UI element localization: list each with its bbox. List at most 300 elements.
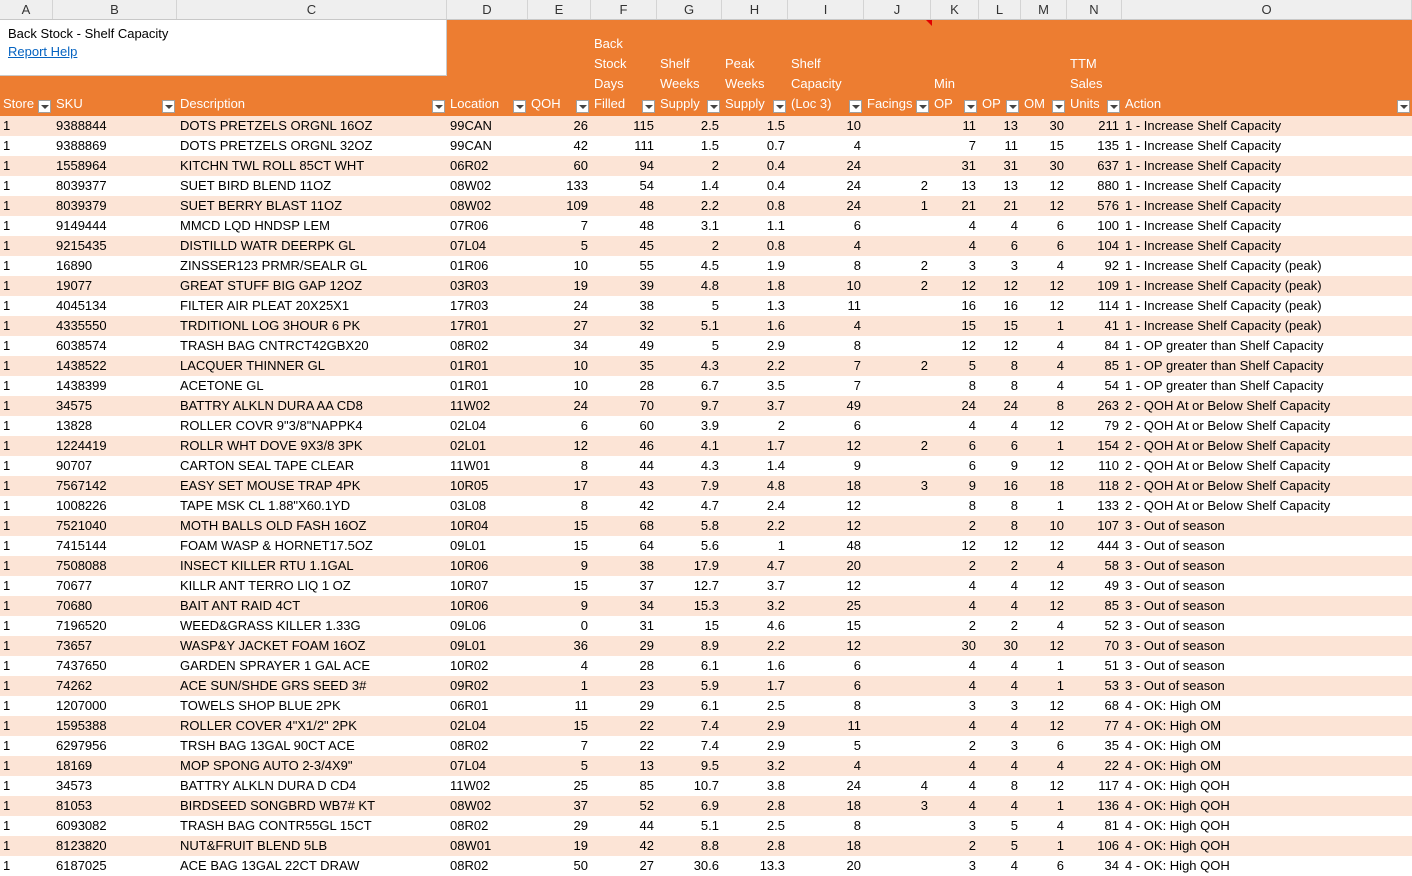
cell-description[interactable]: FILTER AIR PLEAT 20X25X1 [180,298,350,313]
cell-action[interactable]: 1 - Increase Shelf Capacity [1125,138,1282,153]
cell-qoh[interactable]: 8 [580,498,588,513]
cell-ttm-sales[interactable]: 637 [1097,158,1119,173]
cell-shelf-weeks-supply[interactable]: 7.9 [700,478,719,493]
cell-shelf-capacity[interactable]: 6 [853,418,861,433]
cell-location[interactable]: 99CAN [450,138,492,153]
cell-sku[interactable]: 7508088 [56,558,107,573]
cell-shelf-capacity[interactable]: 49 [846,398,861,413]
cell-shelf-weeks-supply[interactable]: 2 [711,238,719,253]
cell-qoh[interactable]: 15 [573,578,588,593]
cell-ttm-sales[interactable]: 106 [1097,838,1119,853]
cell-min-op[interactable]: 7 [968,138,976,153]
cell-location[interactable]: 17R01 [450,318,489,333]
cell-action[interactable]: 2 - QOH At or Below Shelf Capacity [1125,498,1331,513]
cell-shelf-capacity[interactable]: 10 [846,118,861,133]
column-letter-g[interactable]: G [657,0,722,19]
cell-qoh[interactable]: 15 [573,718,588,733]
cell-sku[interactable]: 9149444 [56,218,107,233]
cell-om[interactable]: 6 [1056,218,1064,233]
cell-ttm-sales[interactable]: 135 [1097,138,1119,153]
cell-ttm-sales[interactable]: 49 [1104,578,1119,593]
cell-qoh[interactable]: 37 [573,798,588,813]
cell-back-stock-days[interactable]: 44 [639,818,654,833]
cell-location[interactable]: 09L01 [450,638,487,653]
cell-store[interactable]: 1 [3,318,11,333]
cell-ttm-sales[interactable]: 100 [1097,218,1119,233]
cell-min-op[interactable]: 24 [961,398,976,413]
cell-ttm-sales[interactable]: 34 [1104,858,1119,873]
cell-back-stock-days[interactable]: 45 [639,238,654,253]
cell-location[interactable]: 17R03 [450,298,489,313]
cell-location[interactable]: 02L04 [450,418,487,433]
cell-description[interactable]: KITCHN TWL ROLL 85CT WHT [180,158,365,173]
cell-action[interactable]: 4 - OK: High QOH [1125,778,1230,793]
cell-shelf-weeks-supply[interactable]: 9.5 [700,758,719,773]
cell-min-op[interactable]: 2 [968,738,976,753]
cell-om[interactable]: 12 [1049,538,1064,553]
cell-shelf-weeks-supply[interactable]: 17.9 [693,558,719,573]
cell-description[interactable]: WEED&GRASS KILLER 1.33G [180,618,361,633]
cell-ttm-sales[interactable]: 880 [1097,178,1119,193]
cell-shelf-weeks-supply[interactable]: 6.7 [700,378,719,393]
cell-peak-weeks-supply[interactable]: 1.7 [766,678,785,693]
cell-ttm-sales[interactable]: 107 [1097,518,1119,533]
cell-description[interactable]: WASP&Y JACKET FOAM 16OZ [180,638,366,653]
cell-location[interactable]: 08R02 [450,858,489,873]
cell-store[interactable]: 1 [3,398,11,413]
cell-peak-weeks-supply[interactable]: 4.8 [766,478,785,493]
cell-action[interactable]: 1 - OP greater than Shelf Capacity [1125,338,1324,353]
cell-ttm-sales[interactable]: 54 [1104,378,1119,393]
cell-description[interactable]: TRSH BAG 13GAL 90CT ACE [180,738,355,753]
cell-om[interactable]: 15 [1049,138,1064,153]
cell-back-stock-days[interactable]: 42 [639,498,654,513]
cell-peak-weeks-supply[interactable]: 0.4 [766,178,785,193]
cell-min-op[interactable]: 12 [961,278,976,293]
cell-peak-weeks-supply[interactable]: 2.2 [766,518,785,533]
cell-store[interactable]: 1 [3,518,11,533]
cell-om[interactable]: 10 [1049,518,1064,533]
cell-shelf-weeks-supply[interactable]: 4.3 [700,458,719,473]
filter-dropdown-icon[interactable] [432,100,445,113]
cell-min-op[interactable]: 3 [968,818,976,833]
cell-back-stock-days[interactable]: 111 [634,138,654,153]
filter-dropdown-icon[interactable] [642,100,655,113]
cell-sku[interactable]: 1008226 [56,498,107,513]
cell-peak-weeks-supply[interactable]: 2.8 [766,798,785,813]
cell-shelf-capacity[interactable]: 15 [846,618,861,633]
cell-location[interactable]: 09L01 [450,538,487,553]
cell-shelf-weeks-supply[interactable]: 4.7 [700,498,719,513]
cell-facings[interactable] [864,836,931,856]
cell-min-op[interactable]: 5 [968,358,976,373]
cell-action[interactable]: 3 - Out of season [1125,618,1225,633]
cell-shelf-weeks-supply[interactable]: 5.1 [700,318,719,333]
cell-op[interactable]: 3 [1010,258,1018,273]
cell-location[interactable]: 09L06 [450,618,487,633]
cell-qoh[interactable]: 26 [573,118,588,133]
cell-min-op[interactable]: 4 [968,598,976,613]
cell-action[interactable]: 1 - Increase Shelf Capacity (peak) [1125,258,1322,273]
cell-action[interactable]: 4 - OK: High QOH [1125,818,1230,833]
cell-op[interactable]: 21 [1003,198,1018,213]
cell-qoh[interactable]: 109 [566,198,588,213]
cell-action[interactable]: 3 - Out of season [1125,638,1225,653]
filter-dropdown-icon[interactable] [916,100,929,113]
cell-min-op[interactable]: 2 [968,838,976,853]
cell-om[interactable]: 12 [1049,458,1064,473]
cell-shelf-weeks-supply[interactable]: 4.5 [700,258,719,273]
cell-action[interactable]: 4 - OK: High QOH [1125,858,1230,873]
cell-qoh[interactable]: 5 [580,238,588,253]
cell-facings[interactable] [864,616,931,636]
cell-peak-weeks-supply[interactable]: 1.7 [766,438,785,453]
cell-om[interactable]: 6 [1056,738,1064,753]
cell-store[interactable]: 1 [3,498,11,513]
cell-shelf-weeks-supply[interactable]: 2.2 [700,198,719,213]
cell-description[interactable]: BATTRY ALKLN DURA D CD4 [180,778,357,793]
cell-shelf-capacity[interactable]: 20 [846,558,861,573]
cell-ttm-sales[interactable]: 444 [1097,538,1119,553]
cell-description[interactable]: TRASH BAG CNTRCT42GBX20 [180,338,369,353]
cell-store[interactable]: 1 [3,698,11,713]
cell-om[interactable]: 12 [1049,598,1064,613]
cell-facings[interactable] [864,816,931,836]
cell-back-stock-days[interactable]: 115 [633,118,654,133]
cell-facings[interactable] [864,296,931,316]
cell-shelf-weeks-supply[interactable]: 15 [704,618,719,633]
cell-op[interactable]: 6 [1010,238,1018,253]
cell-back-stock-days[interactable]: 46 [639,438,654,453]
cell-op[interactable]: 4 [1010,658,1018,673]
cell-om[interactable]: 4 [1056,618,1064,633]
cell-sku[interactable]: 1438399 [56,378,107,393]
cell-description[interactable]: ACE BAG 13GAL 22CT DRAW [180,858,360,873]
cell-store[interactable]: 1 [3,478,11,493]
cell-store[interactable]: 1 [3,598,11,613]
cell-description[interactable]: NUT&FRUIT BLEND 5LB [180,838,328,853]
cell-facings[interactable] [864,596,931,616]
cell-peak-weeks-supply[interactable]: 2.9 [766,738,785,753]
cell-min-op[interactable]: 4 [968,658,976,673]
cell-qoh[interactable]: 4 [580,658,588,673]
cell-facings[interactable] [864,536,931,556]
cell-back-stock-days[interactable]: 38 [639,298,654,313]
cell-back-stock-days[interactable]: 52 [639,798,654,813]
filter-dropdown-icon[interactable] [849,100,862,113]
filter-dropdown-icon[interactable] [38,100,51,113]
cell-store[interactable]: 1 [3,138,11,153]
cell-description[interactable]: CARTON SEAL TAPE CLEAR [180,458,355,473]
cell-location[interactable]: 01R01 [450,378,489,393]
cell-min-op[interactable]: 2 [968,618,976,633]
cell-description[interactable]: SUET BERRY BLAST 11OZ [180,198,343,213]
cell-action[interactable]: 4 - OK: High OM [1125,698,1222,713]
cell-qoh[interactable]: 7 [580,218,588,233]
cell-ttm-sales[interactable]: 53 [1104,678,1119,693]
cell-qoh[interactable]: 9 [580,598,588,613]
cell-location[interactable]: 08R02 [450,818,489,833]
cell-description[interactable]: TOWELS SHOP BLUE 2PK [180,698,341,713]
column-letter-c[interactable]: C [177,0,447,19]
cell-shelf-capacity[interactable]: 25 [846,598,861,613]
cell-op[interactable]: 5 [1010,818,1018,833]
cell-min-op[interactable]: 4 [968,678,976,693]
cell-location[interactable]: 10R05 [450,478,489,493]
cell-facings[interactable]: 4 [920,778,928,793]
cell-shelf-weeks-supply[interactable]: 7.4 [700,738,719,753]
cell-sku[interactable]: 6297956 [56,738,107,753]
cell-action[interactable]: 3 - Out of season [1125,558,1225,573]
cell-shelf-weeks-supply[interactable]: 1.4 [700,178,719,193]
cell-store[interactable]: 1 [3,358,11,373]
cell-qoh[interactable]: 36 [573,638,588,653]
cell-min-op[interactable]: 15 [961,318,976,333]
cell-ttm-sales[interactable]: 92 [1104,258,1119,273]
column-letter-k[interactable]: K [931,0,979,19]
cell-om[interactable]: 1 [1056,318,1064,333]
cell-peak-weeks-supply[interactable]: 4.7 [766,558,785,573]
cell-description[interactable]: MOP SPONG AUTO 2-3/4X9" [180,758,353,773]
cell-description[interactable]: BATTRY ALKLN DURA AA CD8 [180,398,363,413]
cell-location[interactable]: 08W02 [450,198,492,213]
cell-facings[interactable]: 2 [920,438,928,453]
cell-op[interactable]: 4 [1010,598,1018,613]
cell-ttm-sales[interactable]: 117 [1098,778,1119,793]
cell-store[interactable]: 1 [3,158,11,173]
cell-facings[interactable] [864,516,931,536]
cell-op[interactable]: 4 [1010,858,1018,873]
cell-shelf-capacity[interactable]: 24 [846,158,861,173]
cell-min-op[interactable]: 2 [968,558,976,573]
cell-om[interactable]: 4 [1056,338,1064,353]
cell-min-op[interactable]: 3 [968,698,976,713]
cell-facings[interactable] [864,416,931,436]
cell-description[interactable]: TAPE MSK CL 1.88"X60.1YD [180,498,351,513]
cell-sku[interactable]: 6038574 [56,338,107,353]
cell-ttm-sales[interactable]: 35 [1104,738,1119,753]
cell-qoh[interactable]: 8 [580,458,588,473]
cell-min-op[interactable]: 4 [968,778,976,793]
cell-location[interactable]: 06R01 [450,698,489,713]
cell-back-stock-days[interactable]: 28 [639,658,654,673]
cell-peak-weeks-supply[interactable]: 1.6 [766,658,785,673]
cell-location[interactable]: 11W02 [450,778,491,793]
cell-op[interactable]: 4 [1010,718,1018,733]
cell-shelf-capacity[interactable]: 18 [846,838,861,853]
cell-back-stock-days[interactable]: 38 [639,558,654,573]
cell-min-op[interactable]: 8 [968,498,976,513]
cell-action[interactable]: 3 - Out of season [1125,658,1225,673]
cell-facings[interactable] [864,496,931,516]
cell-shelf-capacity[interactable]: 12 [846,518,861,533]
cell-location[interactable]: 07L04 [450,758,487,773]
cell-op[interactable]: 16 [1003,478,1018,493]
cell-op[interactable]: 2 [1010,558,1018,573]
cell-shelf-weeks-supply[interactable]: 15.3 [693,598,719,613]
cell-description[interactable]: GARDEN SPRAYER 1 GAL ACE [180,658,371,673]
cell-ttm-sales[interactable]: 51 [1104,658,1119,673]
cell-shelf-weeks-supply[interactable]: 5.9 [700,678,719,693]
cell-min-op[interactable]: 16 [961,298,976,313]
cell-peak-weeks-supply[interactable]: 0.8 [766,238,785,253]
cell-om[interactable]: 1 [1056,838,1064,853]
cell-om[interactable]: 18 [1049,478,1064,493]
cell-op[interactable]: 15 [1003,318,1018,333]
cell-min-op[interactable]: 11 [962,118,976,133]
cell-shelf-capacity[interactable]: 12 [846,438,861,453]
cell-shelf-capacity[interactable]: 11 [847,718,861,733]
cell-shelf-capacity[interactable]: 6 [853,678,861,693]
cell-store[interactable]: 1 [3,798,11,813]
cell-qoh[interactable]: 10 [573,378,588,393]
cell-op[interactable]: 3 [1010,698,1018,713]
cell-qoh[interactable]: 6 [580,418,588,433]
cell-description[interactable]: MOTH BALLS OLD FASH 16OZ [180,518,367,533]
cell-qoh[interactable]: 133 [566,178,588,193]
cell-facings[interactable] [864,676,931,696]
cell-om[interactable]: 12 [1049,198,1064,213]
cell-facings[interactable] [864,736,931,756]
cell-facings[interactable]: 3 [920,798,928,813]
cell-back-stock-days[interactable]: 85 [639,778,654,793]
cell-action[interactable]: 4 - OK: High QOH [1125,798,1230,813]
cell-peak-weeks-supply[interactable]: 3.5 [766,378,785,393]
cell-facings[interactable] [864,376,931,396]
cell-sku[interactable]: 13828 [56,418,93,433]
cell-peak-weeks-supply[interactable]: 1.4 [766,458,785,473]
cell-sku[interactable]: 74262 [56,678,93,693]
cell-min-op[interactable]: 4 [968,218,976,233]
cell-min-op[interactable]: 4 [968,578,976,593]
cell-sku[interactable]: 8123820 [56,838,107,853]
cell-action[interactable]: 4 - OK: High QOH [1125,838,1230,853]
cell-qoh[interactable]: 5 [580,758,588,773]
filter-dropdown-icon[interactable] [162,100,175,113]
cell-shelf-capacity[interactable]: 4 [853,318,861,333]
cell-ttm-sales[interactable]: 22 [1104,758,1119,773]
cell-shelf-weeks-supply[interactable]: 5 [711,338,719,353]
cell-back-stock-days[interactable]: 31 [639,618,654,633]
cell-location[interactable]: 10R06 [450,598,489,613]
cell-om[interactable]: 1 [1056,798,1064,813]
cell-store[interactable]: 1 [3,638,11,653]
cell-location[interactable]: 08R02 [450,738,489,753]
cell-action[interactable]: 1 - Increase Shelf Capacity [1125,238,1282,253]
cell-sku[interactable]: 1224419 [56,438,107,453]
cell-location[interactable]: 08W01 [450,838,492,853]
cell-sku[interactable]: 9388844 [56,118,107,133]
cell-qoh[interactable]: 42 [573,138,588,153]
cell-peak-weeks-supply[interactable]: 0.7 [766,138,785,153]
cell-peak-weeks-supply[interactable]: 3.8 [766,778,785,793]
cell-shelf-weeks-supply[interactable]: 8.8 [700,838,719,853]
cell-ttm-sales[interactable]: 52 [1104,618,1119,633]
cell-op[interactable]: 12 [1003,538,1018,553]
cell-ttm-sales[interactable]: 85 [1104,358,1119,373]
cell-ttm-sales[interactable]: 58 [1104,558,1119,573]
cell-description[interactable]: DISTILLD WATR DEERPK GL [180,238,356,253]
cell-min-op[interactable]: 6 [968,438,976,453]
cell-op[interactable]: 4 [1010,578,1018,593]
cell-shelf-capacity[interactable]: 7 [853,378,861,393]
cell-back-stock-days[interactable]: 32 [639,318,654,333]
cell-store[interactable]: 1 [3,438,11,453]
cell-om[interactable]: 30 [1049,158,1064,173]
cell-shelf-weeks-supply[interactable]: 10.7 [693,778,719,793]
cell-location[interactable]: 01R06 [450,258,489,273]
cell-om[interactable]: 4 [1056,758,1064,773]
cell-shelf-capacity[interactable]: 12 [846,498,861,513]
cell-om[interactable]: 1 [1056,438,1064,453]
cell-shelf-weeks-supply[interactable]: 12.7 [693,578,719,593]
cell-qoh[interactable]: 0 [580,618,588,633]
cell-description[interactable]: DOTS PRETZELS ORGNL 16OZ [180,118,373,133]
cell-description[interactable]: INSECT KILLER RTU 1.1GAL [180,558,354,573]
cell-shelf-capacity[interactable]: 20 [846,858,861,873]
cell-location[interactable]: 08W02 [450,178,492,193]
cell-store[interactable]: 1 [3,818,11,833]
cell-peak-weeks-supply[interactable]: 3.2 [766,598,785,613]
filter-dropdown-icon[interactable] [513,100,526,113]
cell-shelf-capacity[interactable]: 8 [853,338,861,353]
cell-peak-weeks-supply[interactable]: 1.8 [766,278,785,293]
cell-ttm-sales[interactable]: 114 [1098,298,1119,313]
cell-qoh[interactable]: 60 [573,158,588,173]
column-letter-e[interactable]: E [528,0,591,19]
cell-facings[interactable] [864,556,931,576]
cell-ttm-sales[interactable]: 84 [1104,338,1119,353]
cell-location[interactable]: 02L01 [450,438,487,453]
cell-min-op[interactable]: 2 [968,518,976,533]
cell-back-stock-days[interactable]: 13 [639,758,654,773]
cell-facings[interactable] [864,696,931,716]
cell-op[interactable]: 16 [1003,298,1018,313]
cell-shelf-capacity[interactable]: 9 [853,458,861,473]
cell-ttm-sales[interactable]: 68 [1104,698,1119,713]
cell-min-op[interactable]: 4 [968,758,976,773]
cell-description[interactable]: FOAM WASP & HORNET17.5OZ [180,538,373,553]
cell-min-op[interactable]: 4 [968,718,976,733]
cell-store[interactable]: 1 [3,298,11,313]
cell-back-stock-days[interactable]: 42 [639,838,654,853]
cell-store[interactable]: 1 [3,378,11,393]
cell-facings[interactable]: 3 [920,478,928,493]
cell-shelf-capacity[interactable]: 8 [853,818,861,833]
cell-sku[interactable]: 90707 [56,458,93,473]
cell-op[interactable]: 5 [1010,838,1018,853]
cell-qoh[interactable]: 12 [573,438,588,453]
cell-om[interactable]: 12 [1049,298,1064,313]
cell-back-stock-days[interactable]: 94 [639,158,654,173]
cell-action[interactable]: 1 - OP greater than Shelf Capacity [1125,358,1324,373]
cell-facings[interactable]: 2 [920,278,928,293]
cell-om[interactable]: 12 [1049,418,1064,433]
cell-sku[interactable]: 8039379 [56,198,107,213]
column-letter-n[interactable]: N [1067,0,1122,19]
cell-om[interactable]: 4 [1056,558,1064,573]
cell-min-op[interactable]: 31 [961,158,976,173]
cell-peak-weeks-supply[interactable]: 2.2 [766,638,785,653]
cell-location[interactable]: 10R04 [450,518,489,533]
cell-qoh[interactable]: 7 [580,738,588,753]
cell-ttm-sales[interactable]: 211 [1098,118,1119,133]
cell-shelf-weeks-supply[interactable]: 7.4 [700,718,719,733]
cell-facings[interactable] [864,636,931,656]
cell-op[interactable]: 11 [1004,138,1018,153]
cell-peak-weeks-supply[interactable]: 2.9 [766,338,785,353]
cell-sku[interactable]: 7521040 [56,518,107,533]
